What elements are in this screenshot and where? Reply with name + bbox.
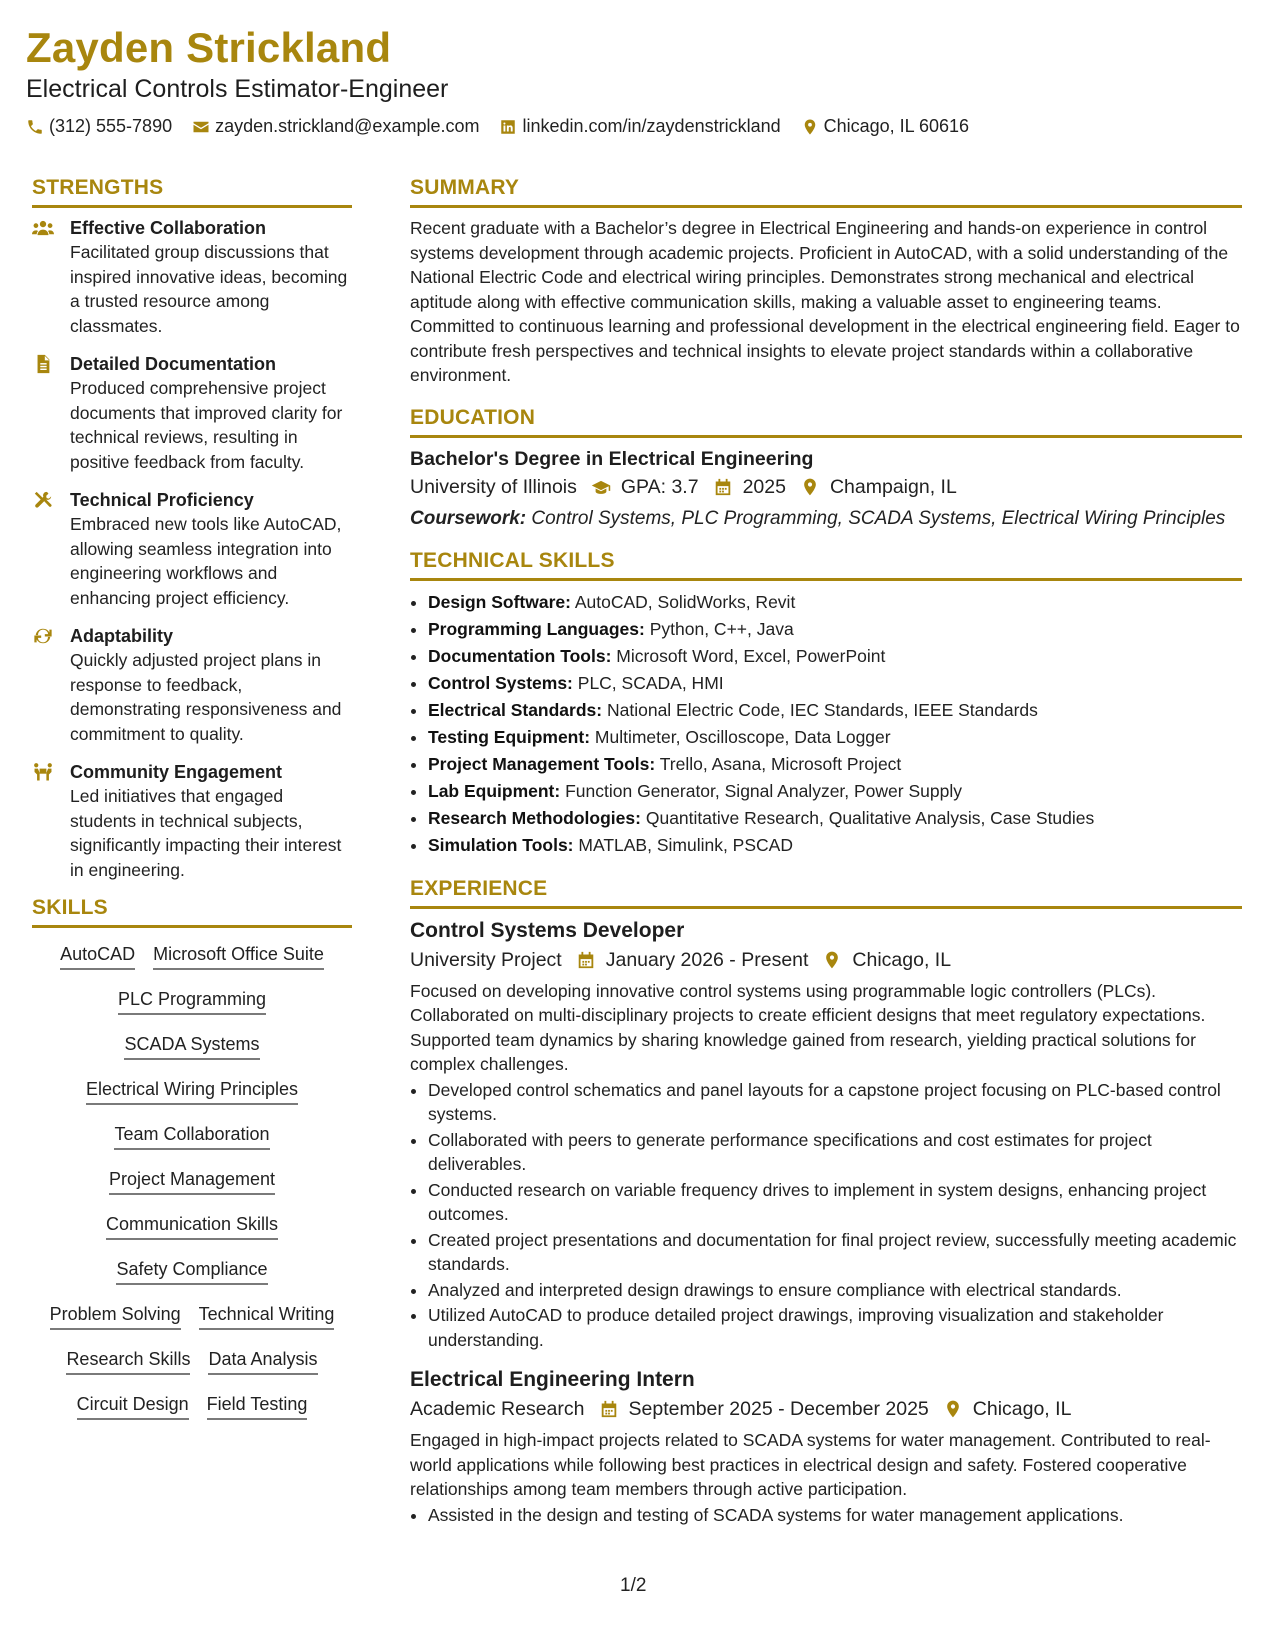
list-item: • Developed control schematics and panel layouts for a capstone project focusing on PLC-based control systems.: [428, 1078, 1242, 1127]
contact-linkedin-text[interactable]: linkedin.com/in/zaydenstrickland: [522, 116, 781, 136]
phone-icon: [26, 118, 44, 136]
skill-tag: AutoCAD: [60, 944, 135, 970]
sync-icon: [32, 626, 54, 646]
skill-values: Microsoft Word, Excel, PowerPoint: [616, 645, 886, 666]
strength-title: Effective Collaboration: [70, 218, 267, 238]
job-bullets: [410, 1078, 1242, 1353]
job-description: Focused on developing innovative control systems using programmable logic controllers (PLCs). Collaborated on multi-disciplinary projects to create efficient designs that meet regulatory expectations. Supported team dynamics by sharing knowledge gained from research, yielding practical solutions for complex challenges.: [410, 980, 1206, 1074]
strength-item: [32, 624, 352, 746]
contact-email-text[interactable]: zayden.strickland@example.com: [215, 116, 480, 136]
technical-skills-heading: TECHNICAL SKILLS: [410, 549, 1242, 581]
strengths-heading: STRENGTHS: [32, 176, 352, 208]
candidate-title: Electrical Controls Estimator-Engineer: [26, 75, 449, 103]
list-item: [428, 751, 1242, 778]
skill-tag: SCADA Systems: [124, 1034, 259, 1060]
degree-title: Bachelor's Degree in Electrical Engineering: [410, 447, 814, 470]
list-item: [428, 697, 1242, 724]
left-column: [32, 176, 352, 1429]
skill-tag: Problem Solving: [50, 1304, 181, 1330]
right-column: [410, 176, 1242, 1541]
tools-icon: [32, 490, 54, 510]
skill-values: MATLAB, Simulink, PSCAD: [578, 834, 793, 855]
skill-category: Electrical Standards:: [428, 699, 603, 720]
strength-title: Community Engagement: [70, 762, 283, 782]
job-location: Chicago, IL: [852, 948, 952, 971]
job-meta: [410, 945, 1242, 975]
skill-values: Multimeter, Oscilloscope, Data Logger: [594, 726, 891, 747]
skill-tag: Circuit Design: [77, 1394, 189, 1420]
skill-values: National Electric Code, IEC Standards, IEEE Standards: [606, 699, 1038, 720]
skill-category: Simulation Tools:: [428, 834, 574, 855]
contact-linkedin[interactable]: [499, 116, 780, 137]
graduation-cap-icon: [591, 477, 611, 497]
linkedin-icon: [499, 118, 517, 136]
skill-tag: Field Testing: [207, 1394, 308, 1420]
resume-header: [26, 22, 1246, 137]
skill-tag: PLC Programming: [118, 989, 266, 1015]
skill-category: Testing Equipment:: [428, 726, 591, 747]
candidate-name: Zayden Strickland: [26, 24, 392, 71]
strength-item: [32, 216, 352, 338]
skill-category: Programming Languages:: [428, 618, 645, 639]
coursework-list: Control Systems, PLC Programming, SCADA Systems, Electrical Wiring Principles: [531, 507, 1226, 529]
summary-text: Recent graduate with a Bachelor’s degree in Electrical Engineering and hands-on experience in control systems development through academic projects. Proficient in AutoCAD, with a solid understanding of the National Electric Code and electrical wiring principles. Demonstrates strong mechanical and electrical aptitude along with effective communication skills, making a valuable asset to engineering teams. Committed to continuous learning and professional development in the electrical engineering field. Eager to contribute fresh perspectives and technical insights to elevate project standards within a collaborative environment.: [410, 218, 1240, 385]
contact-location: [801, 116, 969, 137]
contact-location-text: Chicago, IL 60616: [823, 116, 970, 136]
calendar-icon: [576, 950, 596, 970]
experience-entry: [410, 917, 1242, 1353]
job-org: University Project: [410, 948, 562, 971]
skills-tags: [32, 934, 352, 1429]
list-item: • Utilized AutoCAD to produce detailed project drawings, improving visualization and stakeholder understanding.: [428, 1303, 1242, 1352]
map-pin-icon: [822, 950, 842, 970]
people-carry-icon: [32, 762, 54, 782]
list-item: [428, 778, 1242, 805]
skill-tag: Team Collaboration: [114, 1124, 269, 1150]
strength-desc: Led initiatives that engaged students in technical subjects, significantly impacting their interest in engineering.: [70, 786, 342, 880]
list-item: [428, 724, 1242, 751]
skill-tag: Communication Skills: [106, 1214, 278, 1240]
list-item: • Analyzed and interpreted design drawings to ensure compliance with electrical standards.: [428, 1278, 1242, 1303]
gpa: GPA: 3.7: [620, 475, 699, 498]
list-item: • Assisted in the design and testing of SCADA systems for water management applications.: [428, 1503, 1242, 1528]
coursework: [410, 506, 1242, 531]
list-item: • Conducted research on variable frequency drives to implement in system designs, enhancing project outcomes.: [428, 1178, 1242, 1227]
skill-category: Control Systems:: [428, 672, 573, 693]
experience-heading: EXPERIENCE: [410, 877, 1242, 909]
job-dates: September 2025 - December 2025: [628, 1398, 929, 1420]
strength-title: Technical Proficiency: [70, 490, 254, 510]
skill-category: Design Software:: [428, 591, 571, 612]
contact-bar: [26, 116, 1246, 137]
skill-tag: Safety Compliance: [116, 1259, 267, 1285]
strength-item: [32, 488, 352, 610]
job-description: Engaged in high-impact projects related to SCADA systems for water management. Contributed to real-world applications while following best practices in electrical design and safety. Fostered cooperative relationships among team members through active participation.: [410, 1430, 1211, 1499]
skill-category: Project Management Tools:: [428, 753, 656, 774]
job-bullets: [410, 1503, 1242, 1528]
skill-values: AutoCAD, SolidWorks, Revit: [574, 591, 796, 612]
strength-desc: Facilitated group discussions that inspired innovative ideas, becoming a trusted resource among classmates.: [70, 242, 348, 336]
list-item: [428, 643, 1242, 670]
strength-title: Detailed Documentation: [70, 354, 277, 374]
coursework-label: Coursework:: [410, 507, 527, 529]
list-item: • Created project presentations and documentation for final project review, successfully meeting academic standards.: [428, 1228, 1242, 1277]
list-item: [428, 805, 1242, 832]
envelope-icon: [192, 118, 210, 136]
skill-category: Research Methodologies:: [428, 807, 641, 828]
skill-tag: Data Analysis: [208, 1349, 317, 1375]
strength-item: [32, 352, 352, 474]
skill-tag: Technical Writing: [199, 1304, 335, 1330]
education-heading: EDUCATION: [410, 406, 1242, 438]
strength-desc: Embraced new tools like AutoCAD, allowing seamless integration into engineering workflows and enhancing project efficiency.: [70, 514, 342, 608]
calendar-icon: [713, 477, 733, 497]
school-location: Champaign, IL: [829, 475, 957, 498]
skill-tag: Microsoft Office Suite: [153, 944, 324, 970]
strength-title: Adaptability: [70, 626, 174, 646]
list-item: [428, 832, 1242, 859]
map-pin-icon: [800, 477, 820, 497]
job-dates: January 2026 - Present: [605, 948, 809, 971]
job-location: Chicago, IL: [972, 1398, 1072, 1420]
strength-desc: Quickly adjusted project plans in response to feedback, demonstrating responsiveness and commitment to quality.: [70, 650, 342, 744]
strength-item: [32, 760, 352, 882]
skill-values: PLC, SCADA, HMI: [577, 672, 724, 693]
list-item: [428, 589, 1242, 616]
calendar-icon: [599, 1399, 619, 1419]
map-pin-icon: [801, 118, 819, 136]
job-meta: [410, 1394, 1242, 1424]
list-item: [428, 616, 1242, 643]
skills-heading: SKILLS: [32, 896, 352, 928]
contact-phone: [26, 116, 172, 137]
strength-desc: Produced comprehensive project documents that improved clarity for technical reviews, resulting in positive feedback from faculty.: [70, 378, 343, 472]
users-icon: [32, 218, 54, 238]
job-title: Electrical Engineering Intern: [410, 1368, 695, 1391]
list-item: • Collaborated with peers to generate performance specifications and cost estimates for project deliverables.: [428, 1128, 1242, 1177]
skill-category: Documentation Tools:: [428, 645, 612, 666]
page-number: 1/2: [620, 1575, 647, 1596]
skill-category: Lab Equipment:: [428, 780, 561, 801]
education-meta: [410, 472, 1242, 502]
skill-values: Python, C++, Java: [649, 618, 794, 639]
map-pin-icon: [943, 1399, 963, 1419]
skill-values: Quantitative Research, Qualitative Analysis, Case Studies: [645, 807, 1095, 828]
summary-heading: SUMMARY: [410, 176, 1242, 208]
contact-phone-text: (312) 555-7890: [49, 116, 173, 136]
skill-tag: Research Skills: [66, 1349, 190, 1375]
document-icon: [32, 354, 54, 374]
school-name: University of Illinois: [410, 475, 577, 498]
skill-tag: Electrical Wiring Principles: [86, 1079, 298, 1105]
experience-entry: [410, 1366, 1242, 1527]
skill-values: Function Generator, Signal Analyzer, Power Supply: [565, 780, 962, 801]
technical-skills-list: [410, 589, 1242, 859]
job-org: Academic Research: [410, 1398, 585, 1420]
skill-values: Trello, Asana, Microsoft Project: [659, 753, 902, 774]
graduation-year: 2025: [742, 475, 786, 498]
list-item: [428, 670, 1242, 697]
contact-email[interactable]: [192, 116, 479, 137]
skill-tag: Project Management: [109, 1169, 275, 1195]
job-title: Control Systems Developer: [410, 918, 685, 942]
